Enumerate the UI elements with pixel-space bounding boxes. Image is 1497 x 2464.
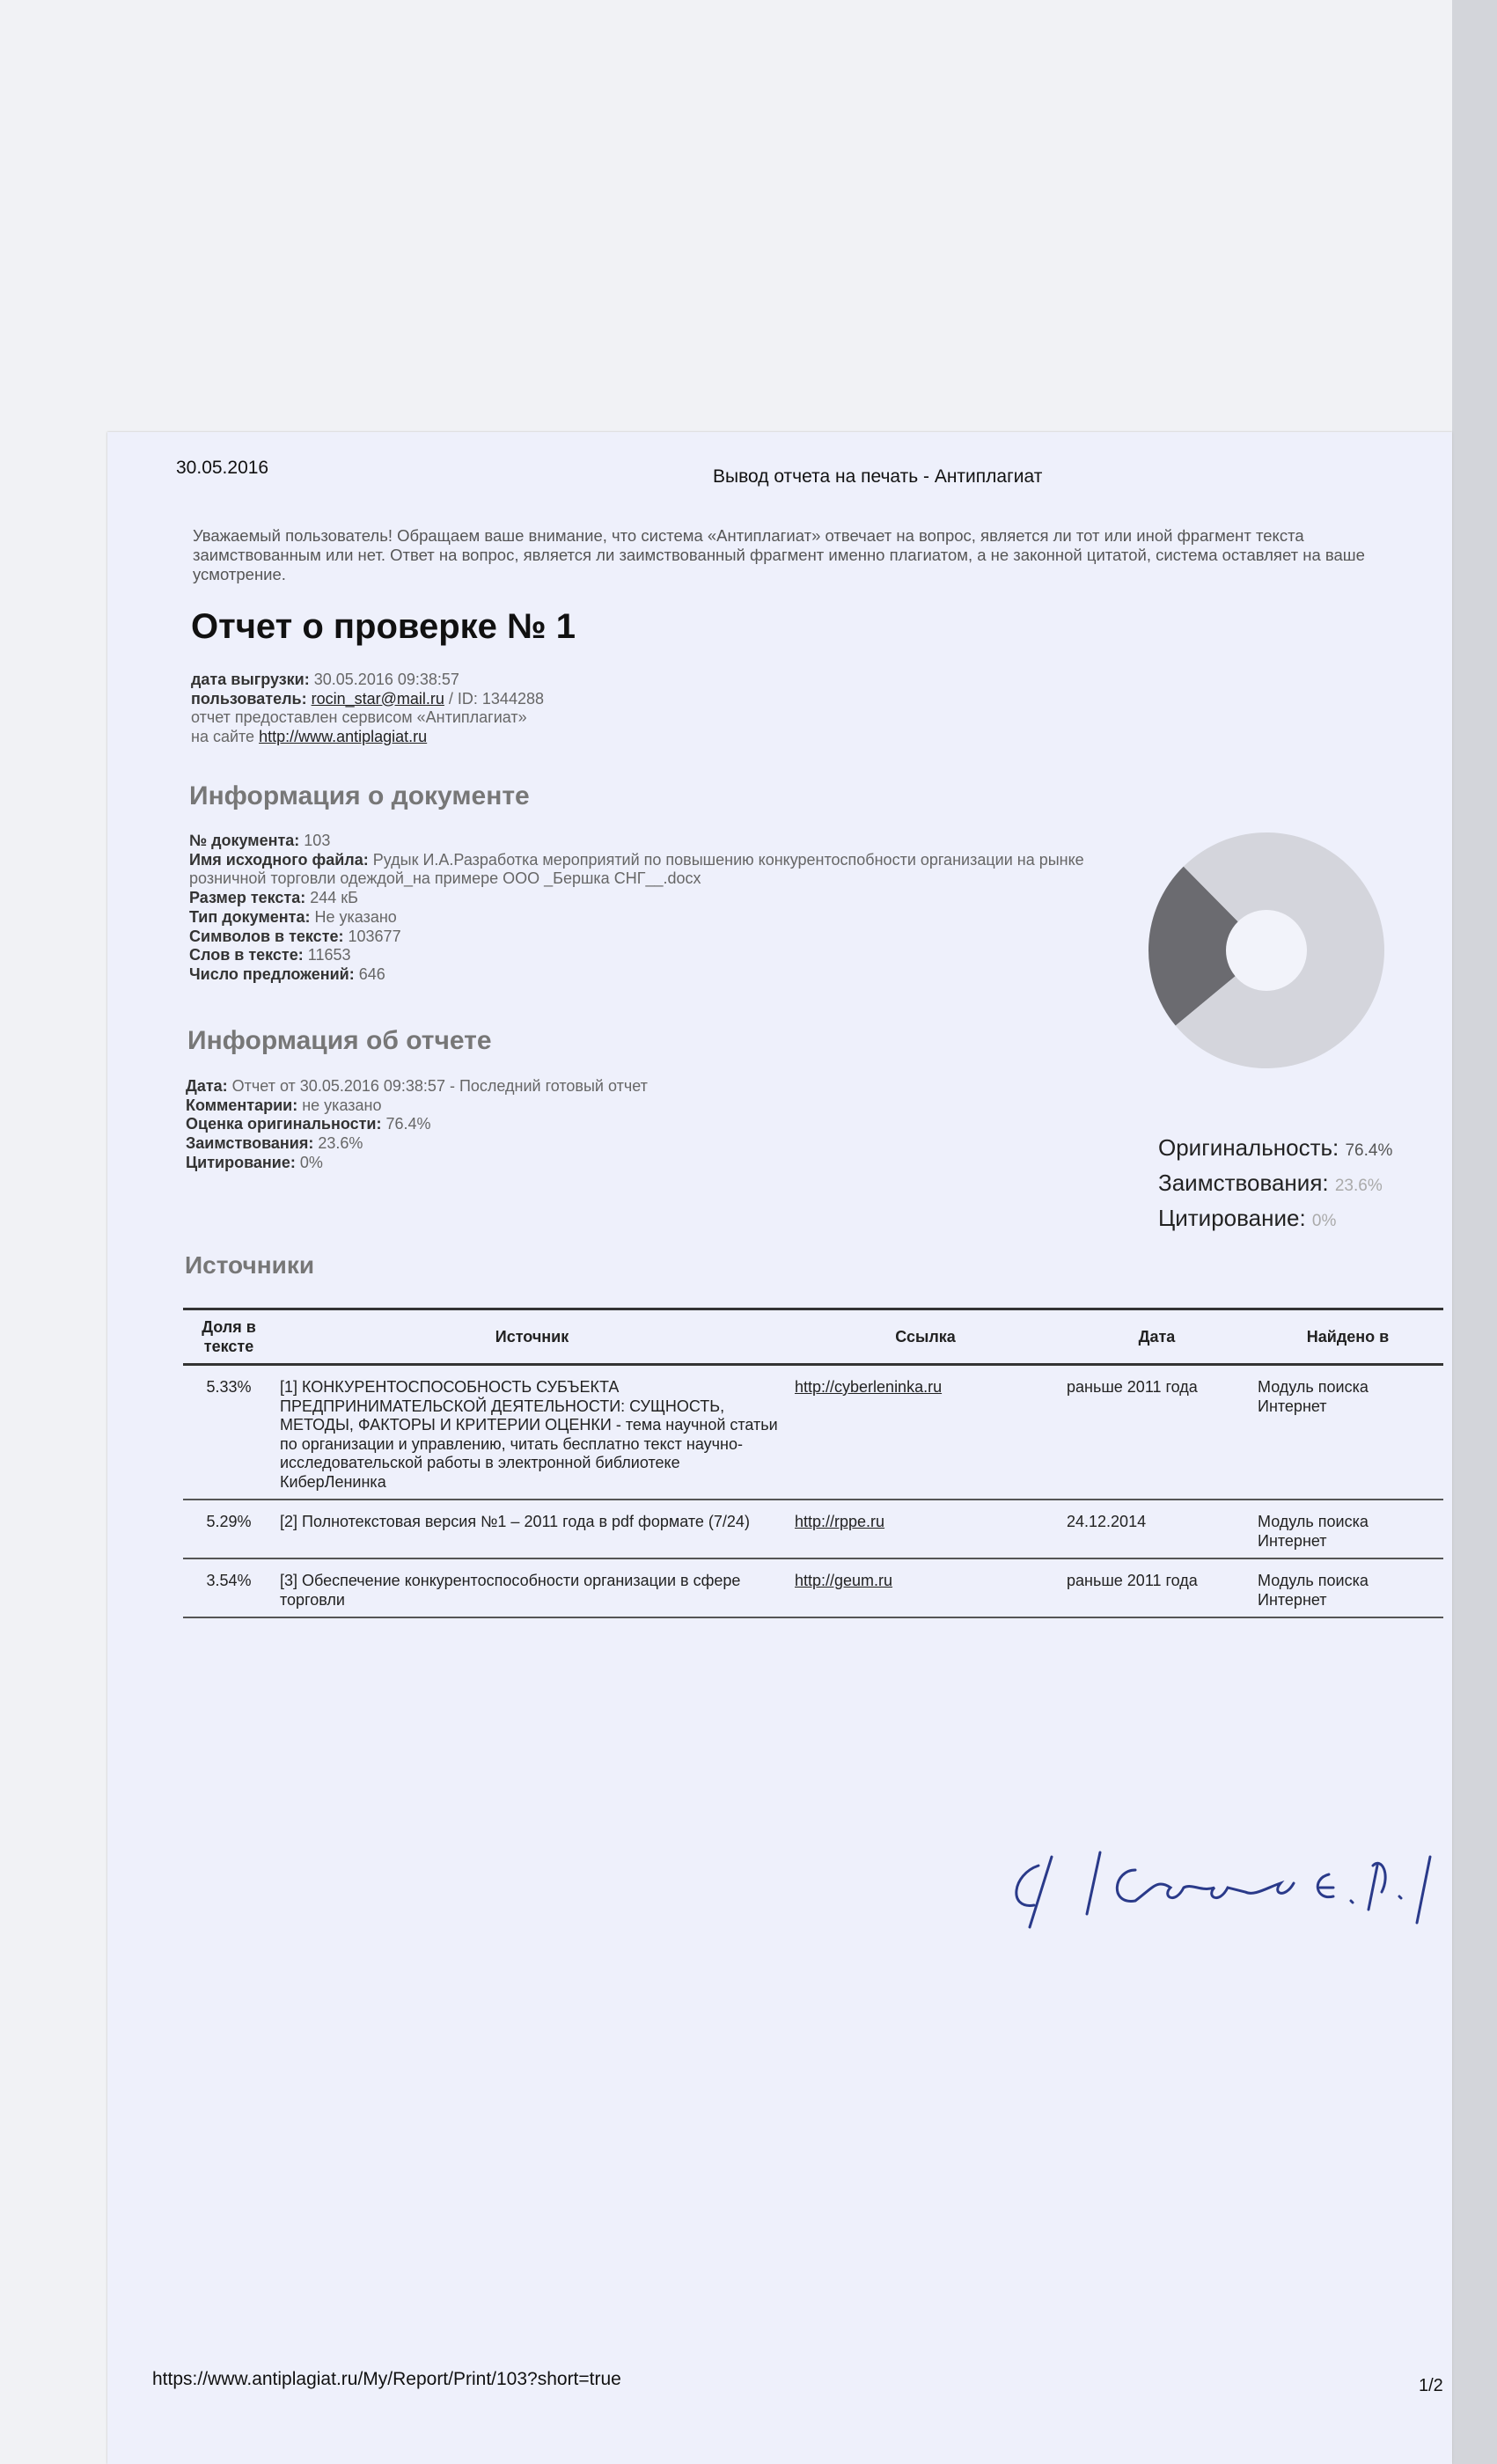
field-label: Слов в тексте: <box>189 946 304 964</box>
handwritten-signature <box>1003 1839 1443 1936</box>
user-label: пользователь: <box>191 689 307 708</box>
export-label: дата выгрузки: <box>191 671 310 688</box>
field-value: 244 кБ <box>305 889 358 907</box>
scan-edge <box>1452 0 1497 2464</box>
source-share: 5.33% <box>183 1365 275 1500</box>
field-row <box>189 832 1122 851</box>
pie-hole <box>1226 910 1307 991</box>
print-date: 30.05.2016 <box>176 458 269 478</box>
originality-pie-chart <box>1143 827 1390 1074</box>
source-share: 3.54% <box>183 1558 275 1617</box>
legend-borrowing: Заимствования: 23.6% <box>1158 1170 1383 1196</box>
legend-label: Оригинальность <box>1158 1134 1333 1161</box>
source-found-in: Модуль поиска Интернет <box>1252 1365 1443 1500</box>
field-value: 103677 <box>343 927 401 945</box>
field-value: 103 <box>299 832 331 849</box>
field-label: Размер текста: <box>189 889 306 907</box>
source-title: [2] Полнотекстовая версия №1 – 2011 года в pdf формате (7/24) <box>275 1500 789 1558</box>
field-row <box>189 965 1122 985</box>
doc-info-fields <box>189 832 1122 985</box>
field-label: Число предложений: <box>189 964 355 983</box>
source-link[interactable]: http://rppe.ru <box>795 1513 885 1530</box>
field-label: № документа: <box>189 832 300 849</box>
field-row <box>189 889 1122 908</box>
field-label: Имя исходного файла: <box>189 850 369 869</box>
legend-value: 23.6% <box>1334 1177 1383 1195</box>
doc-info-heading: Информация о документе <box>189 781 530 810</box>
provided-text: отчет предоставлен сервисом «Антиплагиат» <box>191 708 527 726</box>
col-date: Дата <box>1061 1309 1252 1365</box>
field-row <box>186 1115 978 1134</box>
report-info-heading: Информация об отчете <box>187 1026 492 1055</box>
field-label: Символов в тексте: <box>189 927 344 945</box>
field-row <box>186 1096 978 1116</box>
pie-legend <box>1158 1132 1392 1237</box>
field-label: Цитирование: <box>186 1153 296 1171</box>
source-date: 24.12.2014 <box>1061 1500 1252 1558</box>
col-source: Источник <box>275 1309 789 1365</box>
source-link[interactable]: http://cyberleninka.ru <box>795 1378 943 1396</box>
source-found-in: Модуль поиска Интернет <box>1252 1500 1443 1558</box>
field-row <box>186 1077 978 1096</box>
field-value: 23.6% <box>313 1134 363 1153</box>
report-info-fields <box>186 1077 978 1173</box>
field-label: Комментарии: <box>186 1096 298 1114</box>
source-row <box>183 1500 1443 1558</box>
field-label: Тип документа: <box>189 907 311 926</box>
source-title: [3] Обеспечение конкурентоспособности организации в сфере торговли <box>275 1558 789 1617</box>
source-row <box>183 1365 1443 1500</box>
source-date: раньше 2011 года <box>1061 1365 1252 1500</box>
legend-originality: Оригинальность: 76.4% <box>1158 1134 1393 1161</box>
source-share: 5.29% <box>183 1500 275 1558</box>
user-id: / ID: 1344288 <box>444 689 544 708</box>
field-row <box>186 1134 978 1154</box>
legend-value: 0% <box>1311 1212 1337 1230</box>
field-value: не указано <box>297 1096 382 1114</box>
report-meta <box>191 671 544 746</box>
field-row <box>189 928 1122 947</box>
user-email-link[interactable]: rocin_star@mail.ru <box>311 689 444 708</box>
footer-url: https://www.antiplagiat.ru/My/Report/Print/103?short=true <box>152 2369 621 2389</box>
sources-table <box>183 1308 1443 1618</box>
legend-citation: Цитирование: 0% <box>1158 1205 1337 1231</box>
site-prefix: на сайте <box>191 727 260 745</box>
col-link: Ссылка <box>789 1309 1061 1365</box>
legend-value: 76.4% <box>1345 1141 1393 1160</box>
field-label: Дата: <box>186 1077 228 1095</box>
legend-label: Цитирование <box>1158 1205 1300 1231</box>
source-row <box>183 1558 1443 1617</box>
field-value: Отчет от 30.05.2016 09:38:57 - Последний готовый отчет <box>227 1077 648 1095</box>
col-share: Доля в тексте <box>183 1309 275 1365</box>
field-value: Не указано <box>310 907 397 926</box>
source-title: [1] КОНКУРЕНТОСПОСОБНОСТЬ СУБЪЕКТА ПРЕДПРИНИМАТЕЛЬСКОЙ ДЕЯТЕЛЬНОСТИ: СУЩНОСТЬ, МЕТОДЫ, ФАКТОРЫ И КРИТЕРИИ ОЦЕНКИ - тема научной статьи по организации и управлению, читать бесплатно текст научно-исследовательской работы в электронной библиотеке КиберЛенинка <box>275 1365 789 1500</box>
legend-label: Заимствования <box>1158 1170 1323 1196</box>
field-value: 11653 <box>303 946 351 964</box>
source-date: раньше 2011 года <box>1061 1558 1252 1617</box>
field-row <box>189 946 1122 965</box>
source-link[interactable]: http://geum.ru <box>795 1572 893 1589</box>
field-value: 646 <box>354 964 385 983</box>
print-title: Вывод отчета на печать - Антиплагиат <box>713 466 1043 487</box>
field-row <box>189 908 1122 928</box>
field-label: Оценка оригинальности: <box>186 1115 382 1133</box>
field-value: 76.4% <box>381 1115 431 1133</box>
warning-text: Уважаемый пользователь! Обращаем ваше внимание, что система «Антиплагиат» отвечает на вопрос, является ли тот или иной фрагмент текста заимствованным или нет. Ответ на вопрос, является ли заимствованный фрагмент именно плагиатом, а не законной цитатой, система оставляет на ваше усмотрение. <box>193 526 1365 583</box>
export-value: 30.05.2016 09:38:57 <box>313 671 459 688</box>
site-link[interactable]: http://www.antiplagiat.ru <box>259 727 428 745</box>
page-number: 1/2 <box>1419 2376 1443 2395</box>
sources-heading: Источники <box>185 1251 315 1279</box>
report-title: Отчет о проверке № 1 <box>191 607 576 646</box>
col-found: Найдено в <box>1252 1309 1443 1365</box>
field-row <box>186 1154 978 1173</box>
field-value: 0% <box>295 1153 323 1171</box>
source-found-in: Модуль поиска Интернет <box>1252 1558 1443 1617</box>
field-label: Заимствования: <box>186 1134 314 1153</box>
field-value: Рудык И.А.Разработка мероприятий по повышению конкурентоспобности организации на рынке розничной торговли одеждой_на примере ООО _Бершка СНГ__.docx <box>189 850 1084 888</box>
field-row <box>189 851 1122 889</box>
